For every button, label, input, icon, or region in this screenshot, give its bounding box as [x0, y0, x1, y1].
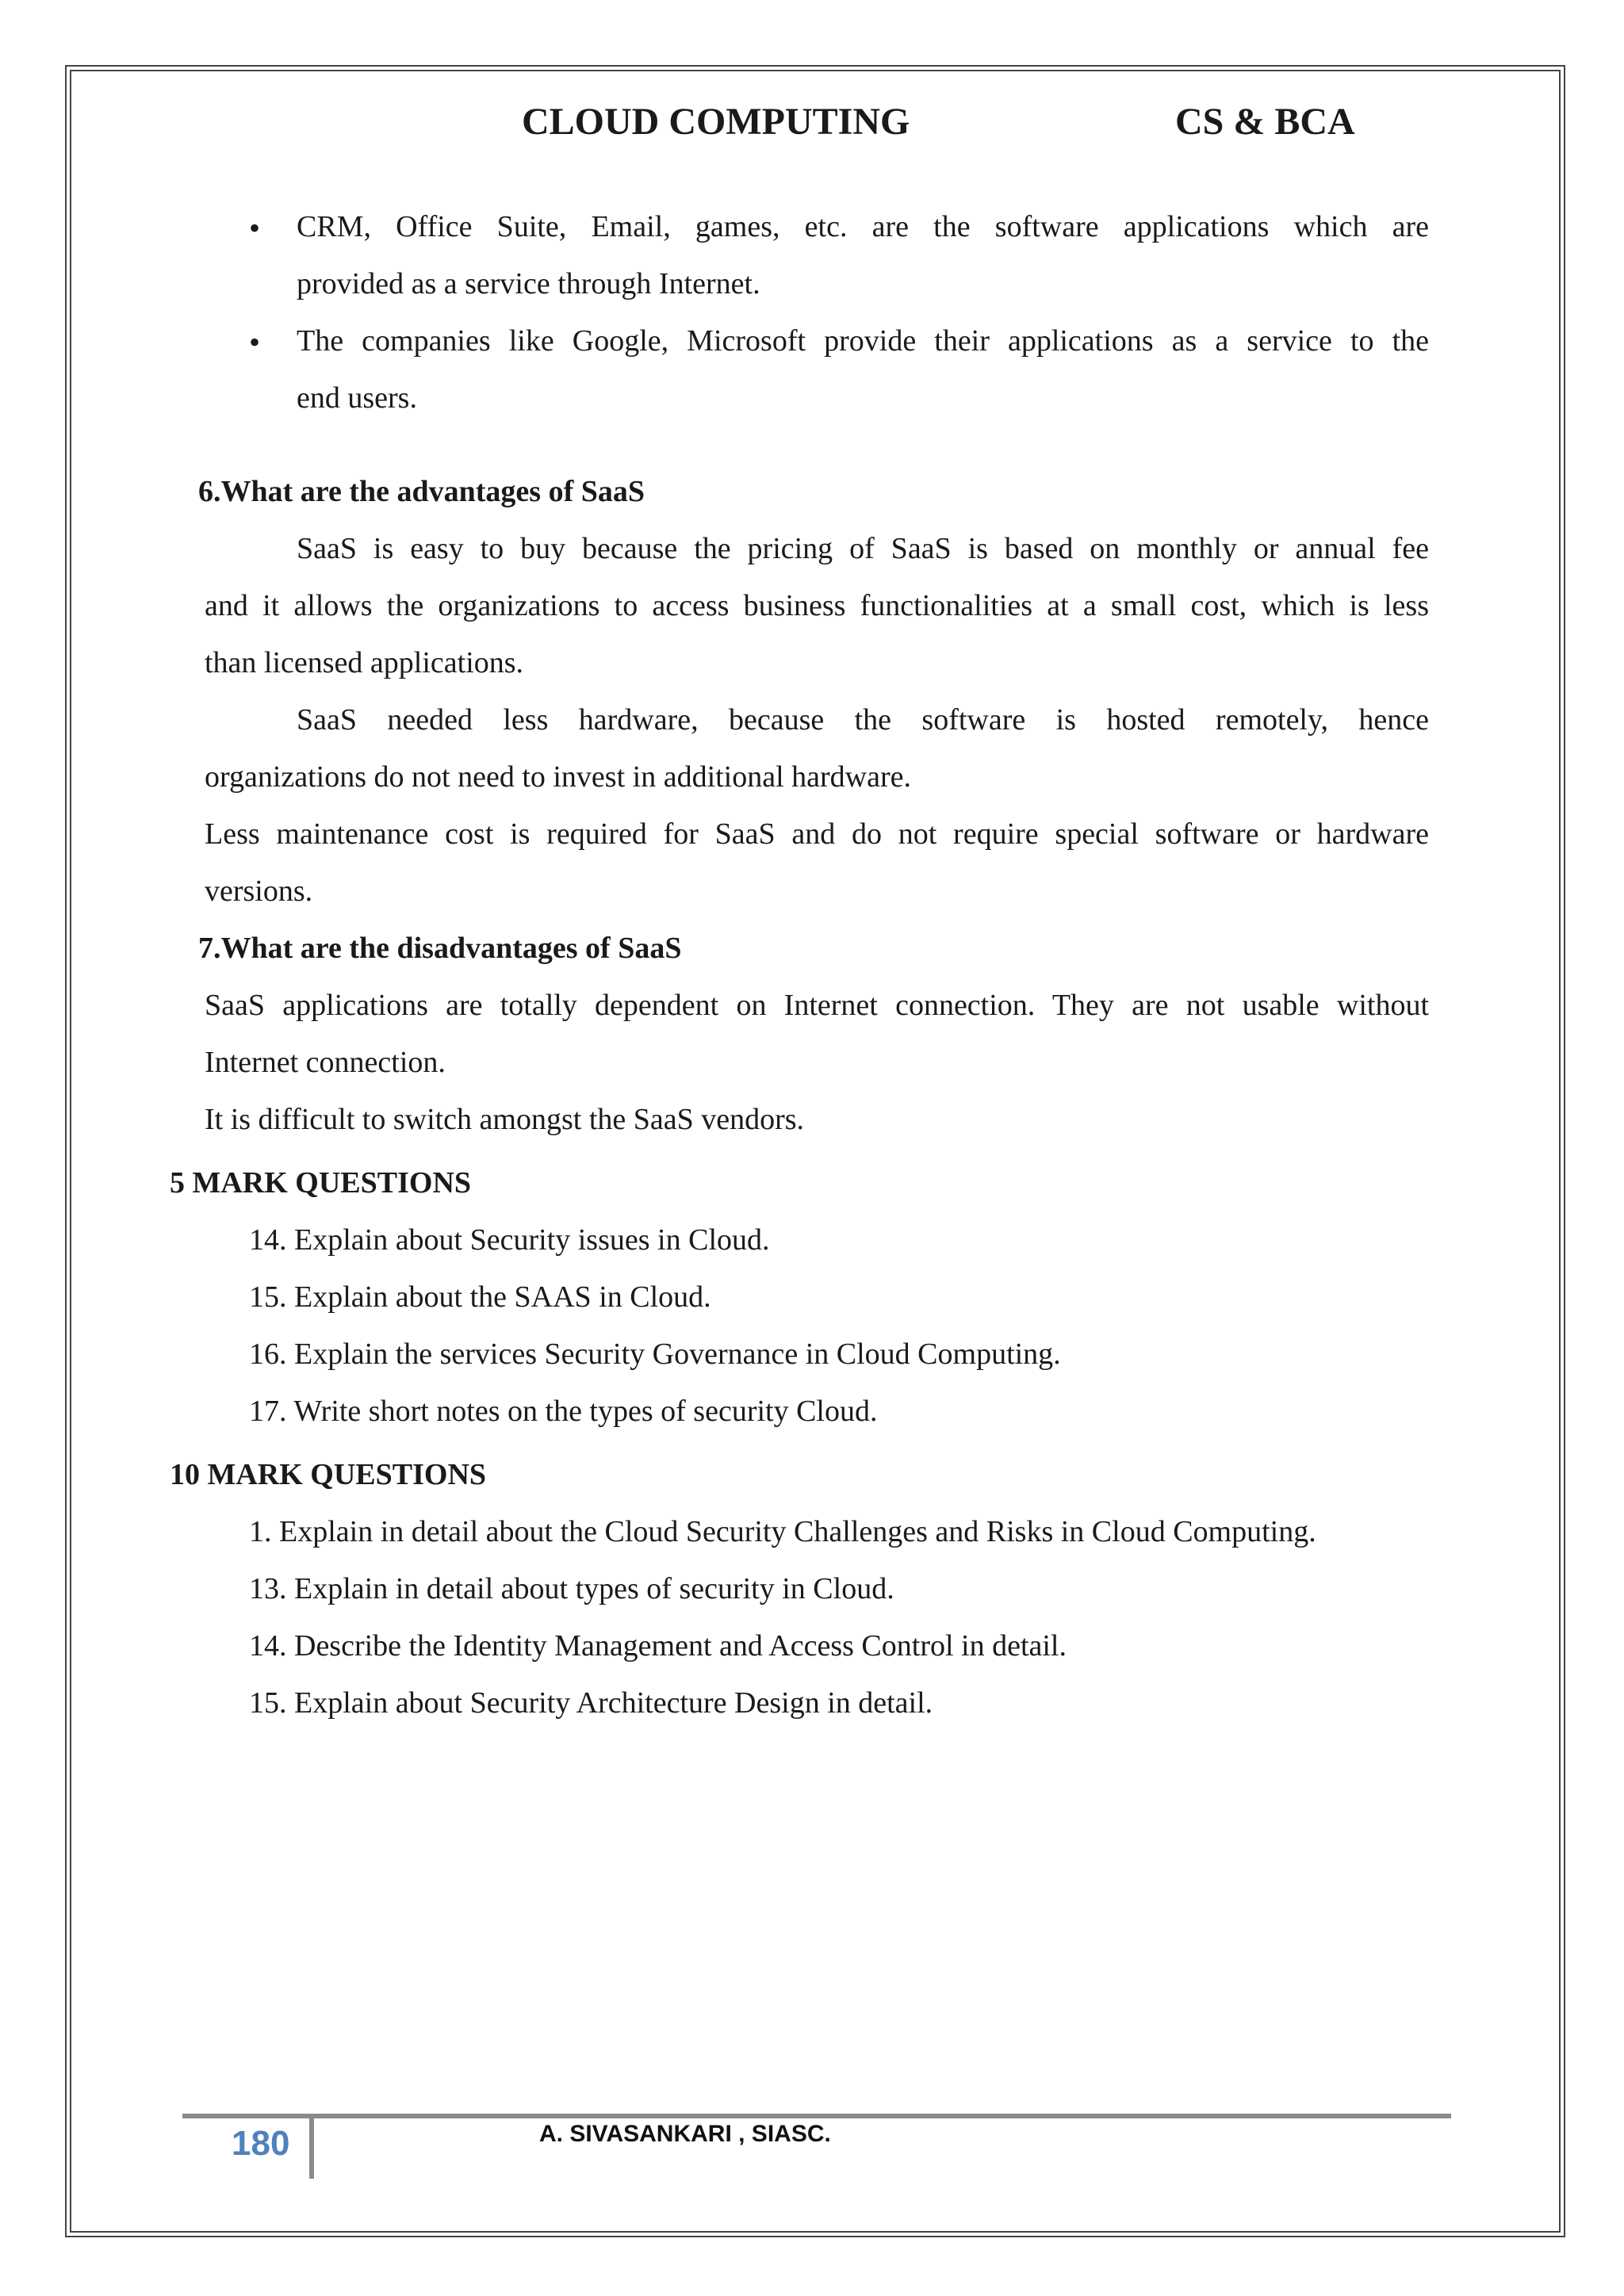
q6-p2-line-1: SaaS needed less hardware, because the software is hosted remotely, hence: [297, 703, 1429, 737]
q7-p2: It is difficult to switch amongst the SaaS vendors.: [205, 1103, 805, 1136]
bullet-2-line-1: The companies like Google, Microsoft provide their applications as a service to the: [297, 324, 1429, 358]
q6-p3-line-1: Less maintenance cost is required for SaaS and do not require special software or hardware: [205, 817, 1429, 851]
five-mark-item: 15. Explain about the SAAS in Cloud.: [249, 1280, 711, 1314]
q6-heading: 6.What are the advantages of SaaS: [198, 475, 645, 508]
q7-heading: 7.What are the disadvantages of SaaS: [198, 932, 682, 965]
five-mark-heading: 5 MARK QUESTIONS: [170, 1166, 472, 1200]
ten-mark-item: 13. Explain in detail about types of security in Cloud.: [249, 1572, 894, 1605]
ten-mark-heading: 10 MARK QUESTIONS: [170, 1458, 487, 1491]
q6-p1-line-3: than licensed applications.: [205, 646, 524, 679]
bullet-dot: •: [249, 324, 261, 360]
q6-p1-line-1: SaaS is easy to buy because the pricing of SaaS is based on monthly or annual fee: [297, 532, 1429, 565]
q6-p1-line-2: and it allows the organizations to access business functionalities at a small cost, which is less: [205, 589, 1429, 622]
header-course: CS & BCA: [1175, 101, 1355, 143]
q7-p1-line-1: SaaS applications are totally dependent on Internet connection. They are not usable without: [205, 989, 1429, 1022]
footer-divider: [309, 2115, 314, 2179]
q6-p2-line-2: organizations do not need to invest in additional hardware.: [205, 760, 912, 794]
five-mark-item: 16. Explain the services Security Governance in Cloud Computing.: [249, 1337, 1061, 1371]
ten-mark-item: 15. Explain about Security Architecture Design in detail.: [249, 1686, 933, 1720]
bullet-1-line-1: CRM, Office Suite, Email, games, etc. are the software applications which are: [297, 210, 1429, 243]
page-number: 180: [232, 2124, 290, 2163]
bullet-dot: •: [249, 210, 261, 246]
ten-mark-item: 1. Explain in detail about the Cloud Security Challenges and Risks in Cloud Computing.: [249, 1515, 1316, 1548]
page-border-inner: [70, 70, 1561, 2233]
ten-mark-item: 14. Describe the Identity Management and Access Control in detail.: [249, 1629, 1067, 1663]
header-title: CLOUD COMPUTING: [522, 101, 910, 143]
five-mark-item: 17. Write short notes on the types of security Cloud.: [249, 1395, 878, 1428]
q6-p3-line-2: versions.: [205, 874, 313, 908]
footer-author: A. SIVASANKARI , SIASC.: [539, 2121, 831, 2147]
q7-p1-line-2: Internet connection.: [205, 1046, 446, 1079]
five-mark-item: 14. Explain about Security issues in Cloud.: [249, 1223, 770, 1257]
bullet-2-line-2: end users.: [297, 381, 417, 415]
bullet-1-line-2: provided as a service through Internet.: [297, 267, 760, 300]
